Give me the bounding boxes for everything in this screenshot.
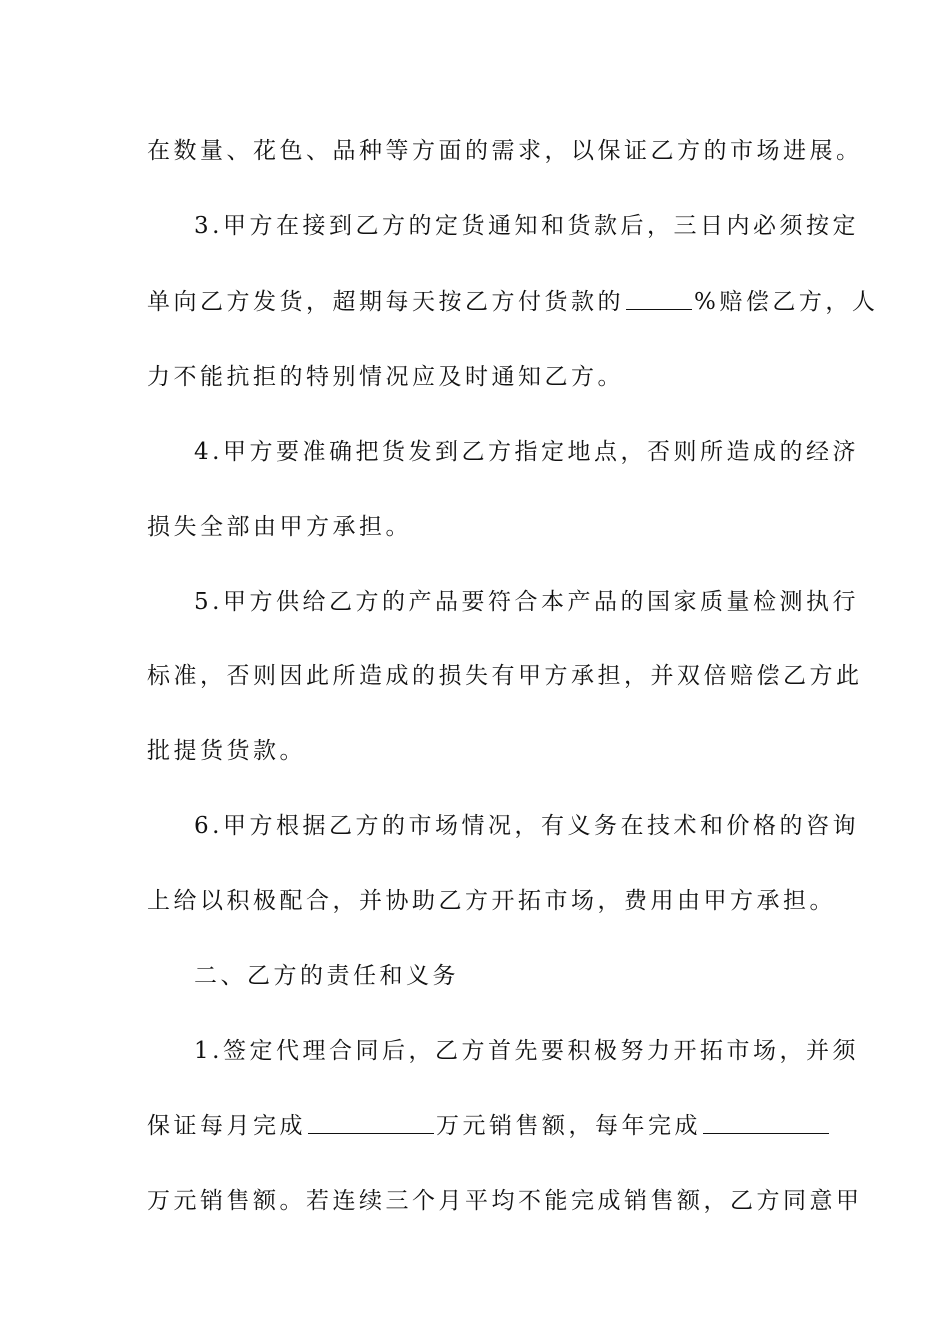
- clause-3-line-3: 力不能抗拒的特别情况应及时通知乙方。: [147, 364, 624, 390]
- text-segment: %赔偿乙方，人: [694, 289, 879, 315]
- blank-percentage-field: [626, 285, 692, 310]
- paragraph-line: 在数量、花色、品种等方面的需求，以保证乙方的市场进展。: [147, 138, 863, 164]
- party-b-clause-1-line-1: 1.签定代理合同后，乙方首先要积极努力开拓市场，并须: [194, 1038, 859, 1064]
- text-segment: 万元销售额，每年完成: [436, 1113, 701, 1139]
- blank-monthly-sales-field: [308, 1109, 434, 1134]
- text-segment: 保证每月完成: [147, 1113, 306, 1139]
- clause-5-line-3: 批提货货款。: [147, 738, 306, 764]
- clause-5-line-2: 标准，否则因此所造成的损失有甲方承担，并双倍赔偿乙方此: [147, 663, 863, 689]
- blank-yearly-sales-field: [703, 1109, 829, 1134]
- party-b-clause-1-line-3: 万元销售额。若连续三个月平均不能完成销售额，乙方同意甲: [147, 1188, 863, 1214]
- clause-6-line-2: 上给以积极配合，并协助乙方开拓市场，费用由甲方承担。: [147, 888, 836, 914]
- clause-4-line-1: 4.甲方要准确把货发到乙方指定地点，否则所造成的经济: [194, 439, 859, 465]
- clause-4-line-2: 损失全部由甲方承担。: [147, 514, 412, 540]
- clause-3-line-2: [147, 282, 879, 322]
- text-segment: 单向乙方发货，超期每天按乙方付货款的: [147, 289, 624, 315]
- clause-5-line-1: 5.甲方供给乙方的产品要符合本产品的国家质量检测执行: [194, 589, 859, 615]
- clause-3-line-1: 3.甲方在接到乙方的定货通知和货款后，三日内必须按定: [194, 213, 859, 239]
- party-b-clause-1-line-2: [147, 1106, 807, 1146]
- clause-6-line-1: 6.甲方根据乙方的市场情况，有义务在技术和价格的咨询: [194, 813, 859, 839]
- section-heading: 二、乙方的责任和义务: [194, 963, 459, 989]
